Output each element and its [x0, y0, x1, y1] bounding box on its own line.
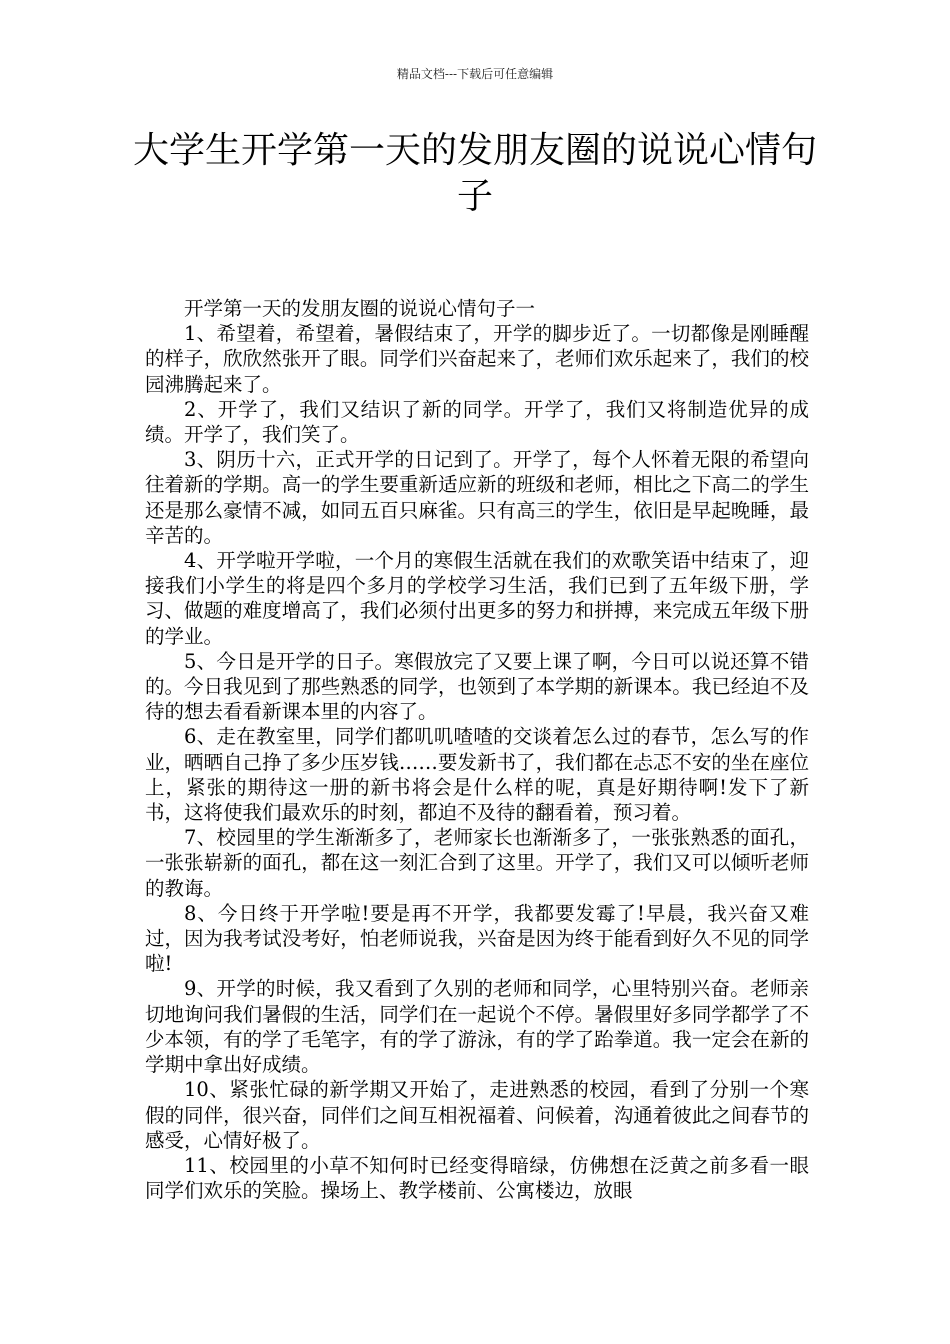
- paragraph: 5、今日是开学的日子。寒假放完了又要上课了啊，今日可以说还算不错的。今日我见到了那些熟悉的同学，也领到了本学期的新课本。我已经迫不及待的想去看看新课本里的内容了。: [145, 649, 809, 724]
- paragraph: 9、开学的时候，我又看到了久别的老师和同学，心里特别兴奋。老师亲切地询问我们暑假的生活，同学们在一起说个不停。暑假里好多同学都学了不少本领，有的学了毛笔字，有的学了游泳，有的学了跆拳道。我一定会在新的学期中拿出好成绩。: [145, 977, 809, 1077]
- paragraph: 1、希望着，希望着，暑假结束了，开学的脚步近了。一切都像是刚睡醒的样子，欣欣然张开了眼。同学们兴奋起来了，老师们欢乐起来了，我们的校园沸腾起来了。: [145, 322, 809, 396]
- paragraph: 4、开学啦开学啦，一个月的寒假生活就在我们的欢歌笑语中结束了，迎接我们小学生的将是四个多月的学校学习生活，我们已到了五年级下册，学习、做题的难度增高了，我们必须付出更多的努力和拼搏，来完成五年级下册的学业。: [145, 549, 809, 648]
- header-note: 精品文档---下载后可任意编辑: [396, 67, 554, 81]
- paragraph: 6、走在教室里，同学们都叽叽喳喳的交谈着怎么过的春节，怎么写的作业，晒晒自己挣了多少压岁钱……要发新书了，我们都在忐忑不安的坐在座位上，紧张的期待这一册的新书将会是什么样的呢，真是好期待啊!发下了新书，这将使我们最欢乐的时刻，都迫不及待的翻看着，预习着。: [145, 725, 809, 825]
- paragraph: 11、校园里的小草不知何时已经变得暗绿，仿佛想在泛黄之前多看一眼同学们欢乐的笑脸。操场上、教学楼前、公寓楼边，放眼: [145, 1153, 809, 1203]
- paragraph: 10、紧张忙碌的新学期又开始了，走进熟悉的校园，看到了分别一个寒假的同伴，很兴奋，同伴们之间互相祝福着、问候着，沟通着彼此之间春节的感受，心情好极了。: [145, 1078, 809, 1152]
- document-title: 大学生开学第一天的发朋友圈的说说心情句子: [132, 130, 817, 217]
- paragraph: 8、今日终于开学啦!要是再不开学，我都要发霉了!早晨，我兴奋又难过，因为我考试没考好，怕老师说我，兴奋是因为终于能看到好久不见的同学啦!: [145, 901, 809, 976]
- paragraph: 7、校园里的学生渐渐多了，老师家长也渐渐多了，一张张熟悉的面孔，一张张崭新的面孔，都在这一刻汇合到了这里。开学了，我们又可以倾听老师的教诲。: [145, 826, 809, 900]
- document-body: [145, 296, 809, 1203]
- paragraph: 2、开学了，我们又结识了新的同学。开学了，我们又将制造优异的成绩。开学了，我们笑了。: [145, 397, 809, 447]
- section-heading: 开学第一天的发朋友圈的说说心情句子一: [184, 297, 536, 320]
- paragraph: 3、阴历十六，正式开学的日记到了。开学了，每个人怀着无限的希望向往着新的学期。高一的学生要重新适应新的班级和老师，相比之下高二的学生还是那么豪情不减，如同五百只麻雀。只有高三的学生，依旧是早起晚睡，最辛苦的。: [145, 448, 809, 547]
